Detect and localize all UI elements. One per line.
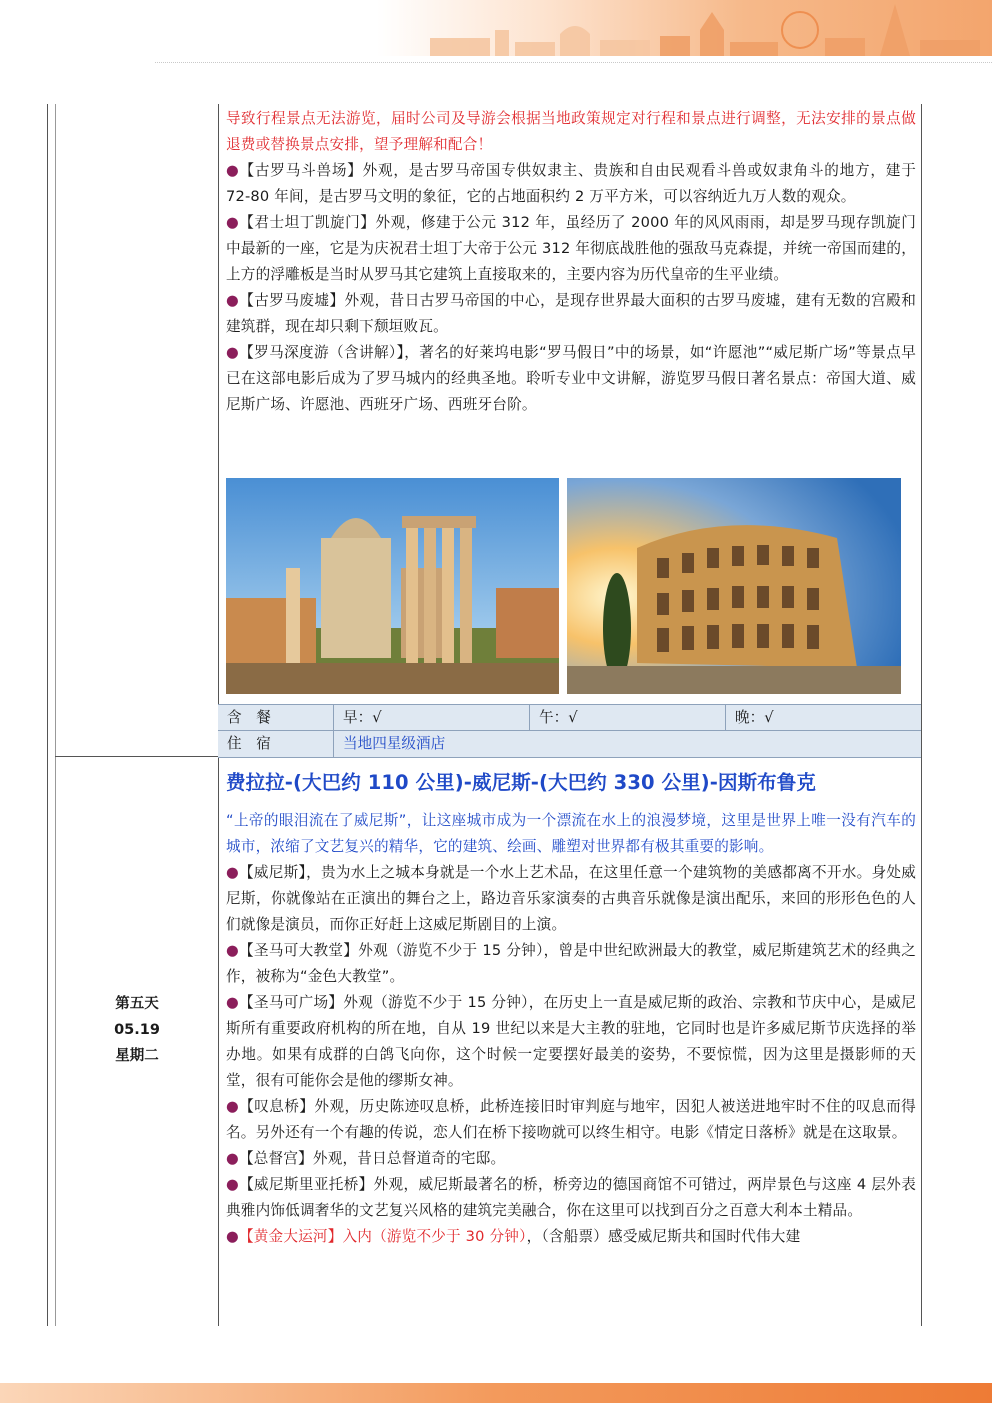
dinner-value: 晚：√ [735, 709, 774, 726]
list-item: ●【威尼斯里亚托桥】外观，威尼斯最著名的桥，桥旁边的德国商馆不可错过，两岸景色与这座 4 层外表典雅内饰低调奢华的文艺复兴风格的建筑完美融合，你在这里可以找到百分之百意大利本土精品。 [226, 1176, 916, 1219]
bullet-icon: ● [226, 344, 240, 361]
footer-banner [0, 1383, 992, 1403]
venice-intro: “上帝的眼泪流在了威尼斯”，让这座城市成为一个漂流在水上的浪漫梦境，这里是世界上唯一没有汽车的城市，浓缩了文艺复兴的精华，它的建筑、绘画、雕塑对世界都有极其重要的影响。 [226, 812, 916, 855]
hotel-row [218, 730, 921, 758]
bullet-icon: ● [226, 942, 240, 959]
list-item: ●【君士坦丁凯旋门】外观，修建于公元 312 年，虽经历了 2000 年的风风雨雨，却是罗马现存凯旋门中最新的一座，它是为庆祝君士坦丁大帝于公元 312 年彻底战胜他的强敌马克森提，并统一帝国而建的，上方的浮雕板是当时从罗马其它建筑上直接取来的，主要内容为历代皇帝的生平业绩。 [226, 214, 916, 283]
day-date: 05.19 [114, 1022, 160, 1038]
meals-row [218, 704, 921, 731]
bullet-icon: ● [226, 1098, 240, 1115]
list-item: ●【圣马可大教堂】外观（游览不少于 15 分钟），曾是中世纪欧洲最大的教堂，威尼斯建筑艺术的经典之作，被称为“金色大教堂”。 [226, 942, 916, 985]
roman-forum-photo [226, 478, 559, 694]
bullet-icon: ● [226, 1150, 239, 1167]
list-item: ●【古罗马废墟】外观，昔日古罗马帝国的中心，是现存世界最大面积的古罗马废墟，建有无数的宫殿和建筑群，现在却只剩下颓垣败瓦。 [226, 292, 916, 335]
table-border-left-inner [55, 104, 56, 1326]
list-item: ●【圣马可广场】外观（游览不少于 15 分钟），在历史上一直是威尼斯的政治、宗教和节庆中心，是威尼斯所有重要政府机构的所在地，自从 19 世纪以来是大主教的驻地，它同时也是许多威尼斯节庆选择的举办地。如果有成群的白鸽飞向你，这个时候一定要摆好最美的姿势，不要惊慌，因为这里是摄影师的天堂，很有可能你会是他的缪斯女神。 [226, 994, 917, 1089]
city-skyline-icon [0, 0, 992, 56]
bullet-icon: ● [226, 292, 240, 309]
header-divider [155, 62, 992, 63]
day-route-title: 费拉拉-(大巴约 110 公里)-威尼斯-(大巴约 330 公里)-因斯布鲁克 [226, 771, 816, 794]
policy-notice: 导致行程景点无法游览，届时公司及导游会根据当地政策规定对行程和景点进行调整，无法安排的景点做退费或替换景点安排，望予理解和配合！ [226, 110, 916, 153]
day-number: 第五天 [115, 996, 159, 1012]
list-item: ●【叹息桥】外观，历史陈迹叹息桥，此桥连接旧时审判庭与地牢，因犯人被送进地牢时不住的叹息而得名。另外还有一个有趣的传说，恋人们在桥下接吻就可以终生相守。电影《情定日落桥》就是在这取景。 [226, 1098, 916, 1141]
bullet-icon: ● [226, 1228, 239, 1245]
list-item: ●【威尼斯】，贵为水上之城本身就是一个水上艺术品，在这里任意一个建筑物的美感都离不开水。身处威尼斯，你就像站在正演出的舞台之上，路边音乐家演奏的古典音乐就像是演出配乐，来回的形形色色的人们就像是演员，而你正好赶上这威尼斯剧目的上演。 [226, 864, 917, 933]
lunch-value: 午：√ [539, 709, 578, 726]
rome-itinerary [226, 106, 916, 418]
list-item: ●【总督宫】外观，昔日总督道奇的宅邸。 [226, 1150, 506, 1167]
bullet-icon: ● [226, 864, 240, 881]
bullet-icon: ● [226, 1176, 240, 1193]
list-item: ●【罗马深度游（含讲解）】，著名的好莱坞电影“罗马假日”中的场景，如“许愿池”“威尼斯广场”等景点早已在这部电影后成为了罗马城内的经典圣地。聆听专业中文讲解，游览罗马假日著名景点：帝国大道、威尼斯广场、许愿池、西班牙广场、西班牙台阶。 [226, 344, 916, 413]
table-border-left [47, 104, 48, 1326]
bullet-icon: ● [226, 994, 240, 1011]
header-banner [0, 0, 992, 56]
venice-itinerary [226, 808, 916, 1250]
breakfast-value: 早：√ [343, 709, 382, 726]
list-item: ●【黄金大运河】入内（游览不少于 30 分钟），（含船票）感受威尼斯共和国时代伟大建 [226, 1228, 801, 1245]
bullet-icon: ● [226, 162, 240, 179]
hotel-value: 当地四星级酒店 [343, 735, 446, 752]
colosseum-photo [567, 478, 901, 694]
hotel-label: 住 宿 [227, 735, 271, 752]
list-item: ●【古罗马斗兽场】外观，是古罗马帝国专供奴隶主、贵族和自由民观看斗兽或奴隶角斗的地方，建于 72-80 年间，是古罗马文明的象征，它的占地面积约 2 万平方米，可以容纳近九万人数的观众。 [226, 162, 916, 205]
day-weekday: 星期二 [115, 1048, 159, 1064]
bullet-icon: ● [226, 214, 240, 231]
meals-label: 含 餐 [227, 709, 271, 726]
